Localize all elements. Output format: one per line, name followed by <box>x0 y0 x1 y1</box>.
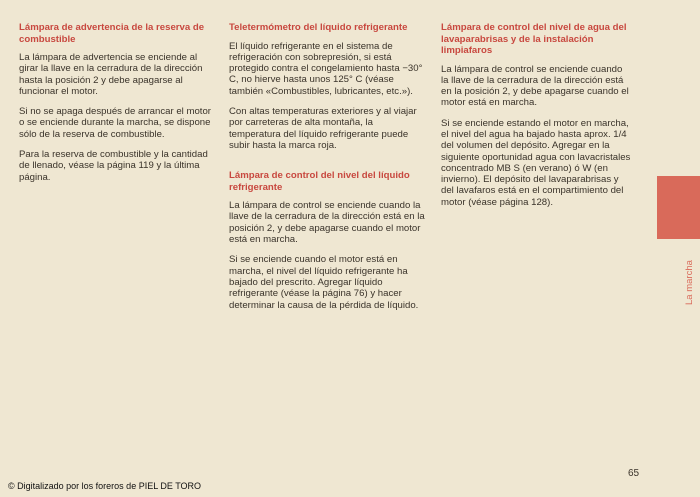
heading-coolant-thermometer: Teletermómetro del líquido refrigerante <box>229 22 408 33</box>
section-tab-marker <box>657 176 700 239</box>
paragraph: Si no se apaga después de arrancar el motor o se enciende durante la marcha, se dispone sólo de la reserva de combustible. <box>19 106 211 140</box>
paragraph: La lámpara de control se enciende cuando la llave de la cerradura de la dirección está en la posición 2, y debe apagarse cuando el motor está en marcha. <box>441 63 629 109</box>
paragraph: La lámpara de advertencia se enciende al girar la llave en la cerradura de la dirección hasta la posición 2 y debe apagarse al funcionar el motor. <box>19 52 203 97</box>
scan-credit: © Digitalizado por los foreros de PIEL DE TORO <box>8 481 202 491</box>
paragraph: La lámpara de control se enciende cuando la llave de la cerradura de la dirección está en la posición 2, y debe apagarse cuando el motor está en marcha. <box>229 200 425 246</box>
heading-coolant-level-lamp: Lámpara de control del nivel del líquido refrigerante <box>229 170 410 193</box>
page-number: 65 <box>628 468 640 479</box>
heading-fuel-reserve-lamp: Lámpara de advertencia de la reserva de combustible <box>19 22 205 45</box>
paragraph: Si se enciende cuando el motor está en marcha, el nivel del líquido refrigerante ha bajado del prescrito. Agregar líquido refrigerante (véase la página 76) y hacer determinar la causa de la pérdida de líquido. <box>229 254 419 311</box>
section-tab-label: La marcha <box>684 260 695 305</box>
column-1 <box>19 22 211 192</box>
paragraph: Si se enciende estando el motor en marcha, el nivel del agua ha bajado hasta aprox. 1/4 del volumen del depósito. Agregar en la siguiente oportunidad agua con lavacristales concentrado MB S (en verano) ó W (en invierno). El depósito del lavaparabrisas y del lavafaros está en el compartimiento del motor (véase página 128). <box>441 117 631 208</box>
column-3 <box>441 22 631 217</box>
heading-washer-level-lamp: Lámpara de control del nivel de agua del lavaparabrisas y de la instalación limpiafaros <box>441 22 627 56</box>
column-2 <box>229 22 427 320</box>
paragraph: Con altas temperaturas exteriores y al viajar por carreteras de alta montaña, la temperatura del líquido refrigerante puede subir hasta la marca roja. <box>229 105 417 151</box>
paragraph: El líquido refrigerante en el sistema de refrigeración con sobrepresión, si está protegido contra el congelamiento hasta −30° C, no hierve hasta unos 125° C (véase también «Combustibles, lubricantes, etc.»). <box>229 40 423 97</box>
paragraph: Para la reserva de combustible y la cantidad de llenado, véase la página 119 y la última página. <box>19 149 208 183</box>
